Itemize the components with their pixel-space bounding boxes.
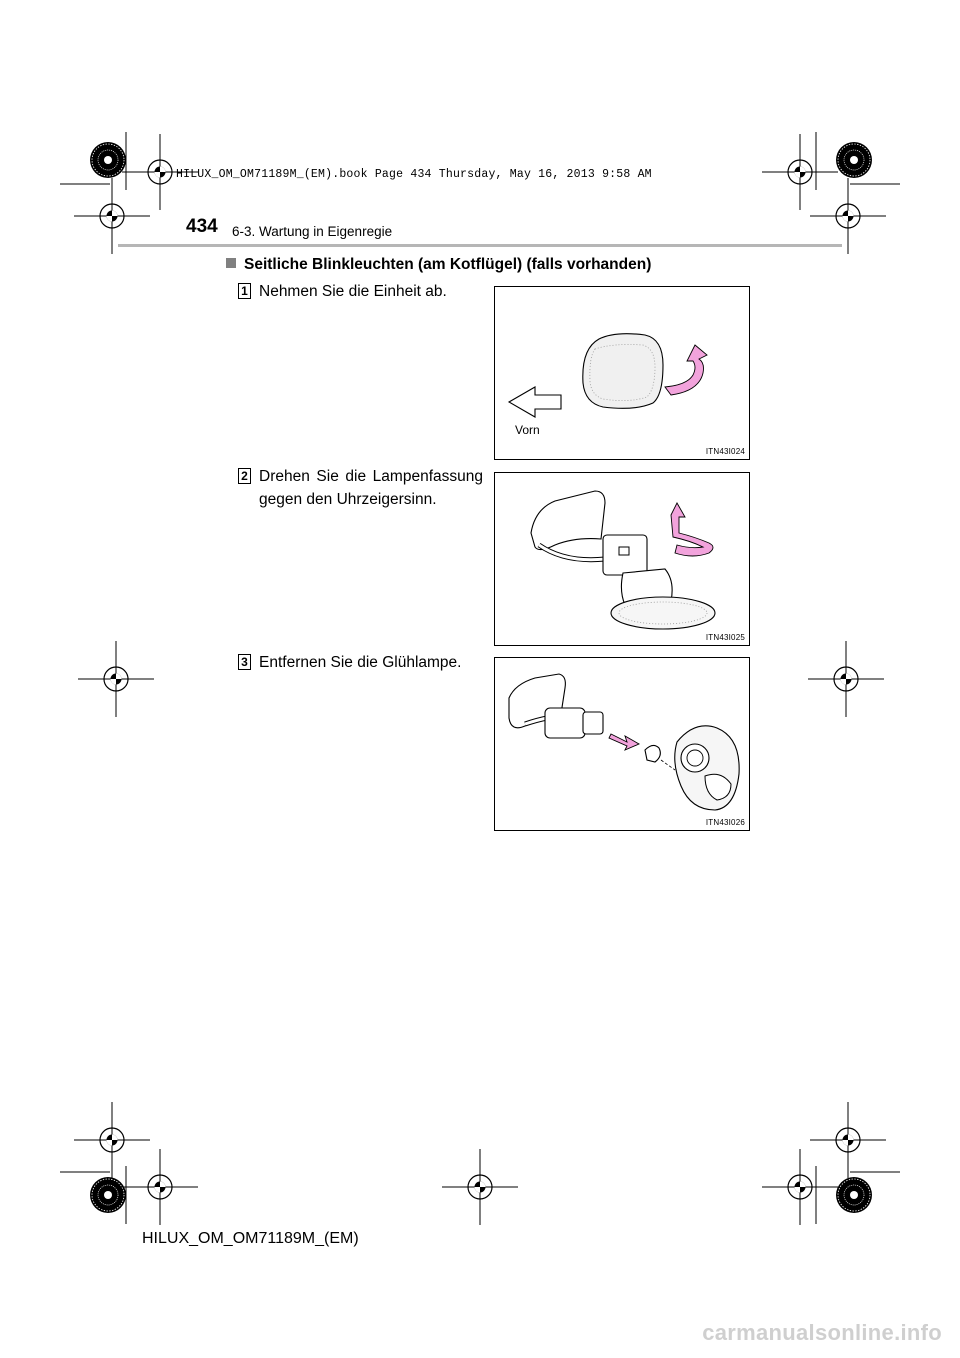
step-text-2: Drehen Sie die Lampenfassung gegen den Uhrzeigersinn. <box>259 468 483 508</box>
figure-code-1: ITN43I024 <box>705 447 745 456</box>
heading-square-icon <box>226 258 236 268</box>
heading-text: Seitliche Blinkleuchten (am Kotflügel) (falls vorhanden) <box>244 256 652 273</box>
figure-code-3: ITN43I026 <box>705 818 745 827</box>
step-badge-1: 1 <box>238 283 251 299</box>
page-number: 434 <box>186 216 218 237</box>
footer-doc-code: HILUX_OM_OM71189M_(EM) <box>142 1230 359 1247</box>
section-title: 6-3. Wartung in Eigenregie <box>232 224 393 239</box>
figure-rotate-socket <box>494 472 750 646</box>
step-badge-2: 2 <box>238 468 251 484</box>
figure-remove-unit <box>494 286 750 460</box>
book-stamp: HILUX_OM_OM71189M_(EM).book Page 434 Thursday, May 16, 2013 9:58 AM <box>176 168 652 181</box>
step-text-3: Entfernen Sie die Glühlampe. <box>259 654 462 671</box>
figure-label-vorn: Vorn <box>515 423 540 437</box>
figure-remove-bulb <box>494 657 750 831</box>
watermark: carmanualsonline.info <box>702 1320 942 1345</box>
section-heading <box>226 256 651 274</box>
figure-code-2: ITN43I025 <box>705 633 745 642</box>
step-text-1: Nehmen Sie die Einheit ab. <box>259 283 447 300</box>
step-badge-3: 3 <box>238 654 251 670</box>
header-rule <box>118 244 842 247</box>
